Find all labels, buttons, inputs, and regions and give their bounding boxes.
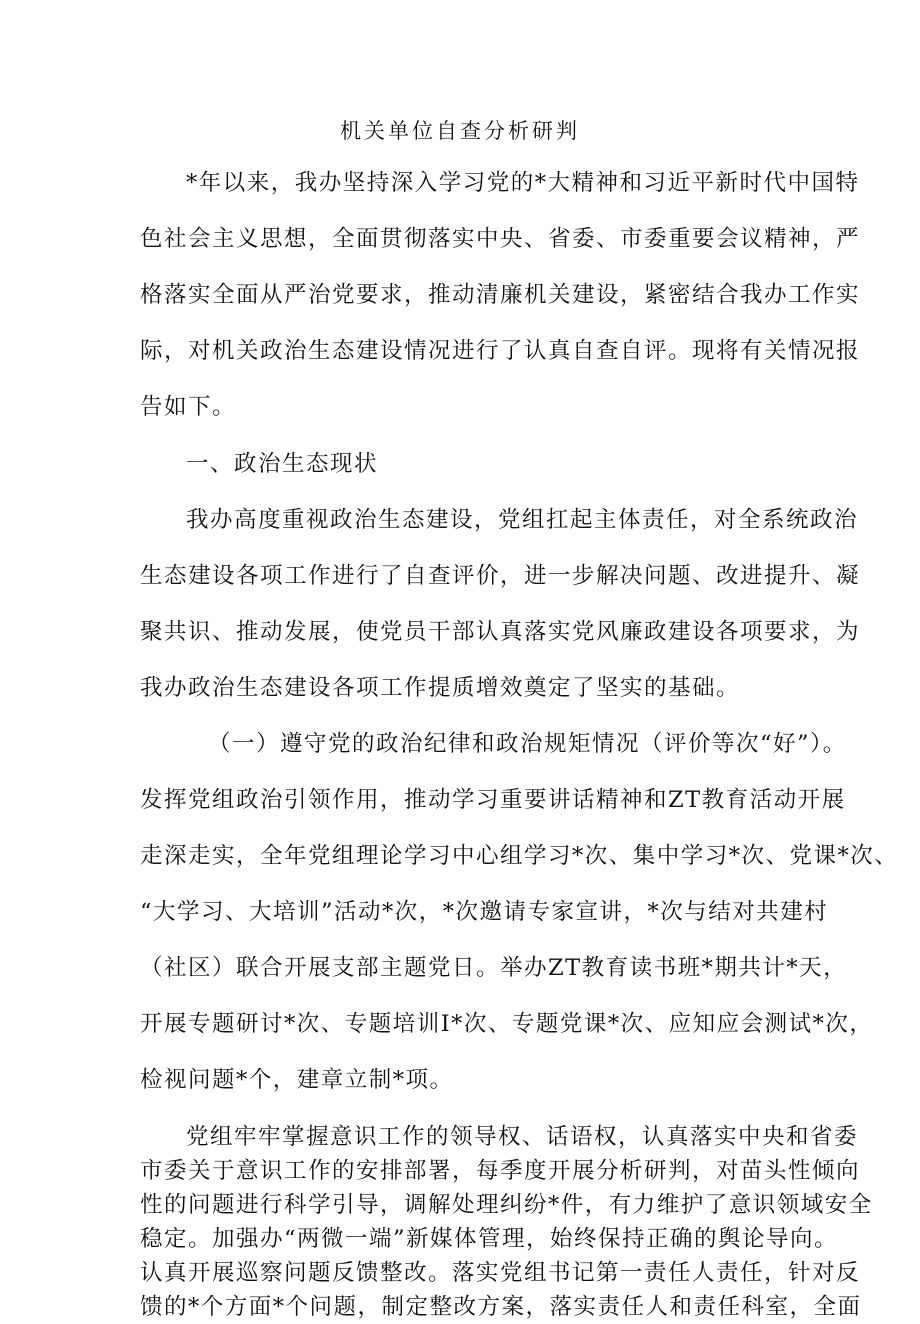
paragraph-line: 性的问题进行科学引导，调解处理纠纷*件，有力维护了意识领域安全 xyxy=(140,1192,873,1218)
paragraph-line: 走深走实，全年党组理论学习中心组学习*次、集中学习*次、党课*次、 xyxy=(140,843,899,869)
paragraph-line: （社区）联合开展支部主题党日。举办ZT教育读书班*期共计*天， xyxy=(140,955,848,981)
paragraph-line: 聚共识、推动发展，使党员干部认真落实党风廉政建设各项要求，为 xyxy=(140,619,861,645)
section-heading: 一、政治生态现状 xyxy=(186,451,379,477)
paragraph-line: 党组牢牢掌握意识工作的领导权、话语权，认真落实中央和省委 xyxy=(186,1124,859,1150)
paragraph-line: *年以来，我办坚持深入学习党的*大精神和习近平新时代中国特 xyxy=(186,170,860,196)
paragraph-line: 我办高度重视政治生态建设，党组扛起主体责任，对全系统政治 xyxy=(186,507,859,533)
paragraph-line: 稳定。加强办“两微一端”新媒体管理，始终保持正确的舆论导向。 xyxy=(140,1226,839,1252)
paragraph-line: 发挥党组政治引领作用，推动学习重要讲话精神和ZT教育活动开展 xyxy=(140,787,846,813)
paragraph-line: 际，对机关政治生态建设情况进行了认真自查自评。现将有关情况报 xyxy=(140,338,861,364)
paragraph-line: 我办政治生态建设各项工作提质增效奠定了坚实的基础。 xyxy=(140,675,741,701)
paragraph-line: 检视问题*个，建章立制*项。 xyxy=(140,1067,454,1093)
paragraph-line: 认真开展巡察问题反馈整改。落实党组书记第一责任人责任，针对反 xyxy=(140,1260,861,1286)
paragraph-line: 色社会主义思想，全面贯彻落实中央、省委、市委重要会议精神，严 xyxy=(140,226,861,252)
paragraph-line: 生态建设各项工作进行了自查评价，进一步解决问题、改进提升、凝 xyxy=(140,563,861,589)
document-title: 机关单位自查分析研判 xyxy=(340,119,580,143)
paragraph-line: 格落实全面从严治党要求，推动清廉机关建设，紧密结合我办工作实 xyxy=(140,282,861,308)
paragraph-line: 馈的*个方面*个问题，制定整改方案，落实责任人和责任科室，全面 xyxy=(140,1294,862,1320)
paragraph-line: 开展专题研讨*次、专题培训I*次、专题党课*次、应知应会测试*次， xyxy=(140,1011,874,1037)
paragraph-line: 市委关于意识工作的安排部署，每季度开展分析研判，对苗头性倾向 xyxy=(140,1158,861,1184)
subsection-heading: （一）遵守党的政治纪律和政治规矩情况（评价等次“好”）。 xyxy=(208,731,847,757)
paragraph-line: 告如下。 xyxy=(140,394,237,420)
paragraph-line: “大学习、大培训”活动*次，*次邀请专家宣讲，*次与结对共建村 xyxy=(140,899,829,925)
